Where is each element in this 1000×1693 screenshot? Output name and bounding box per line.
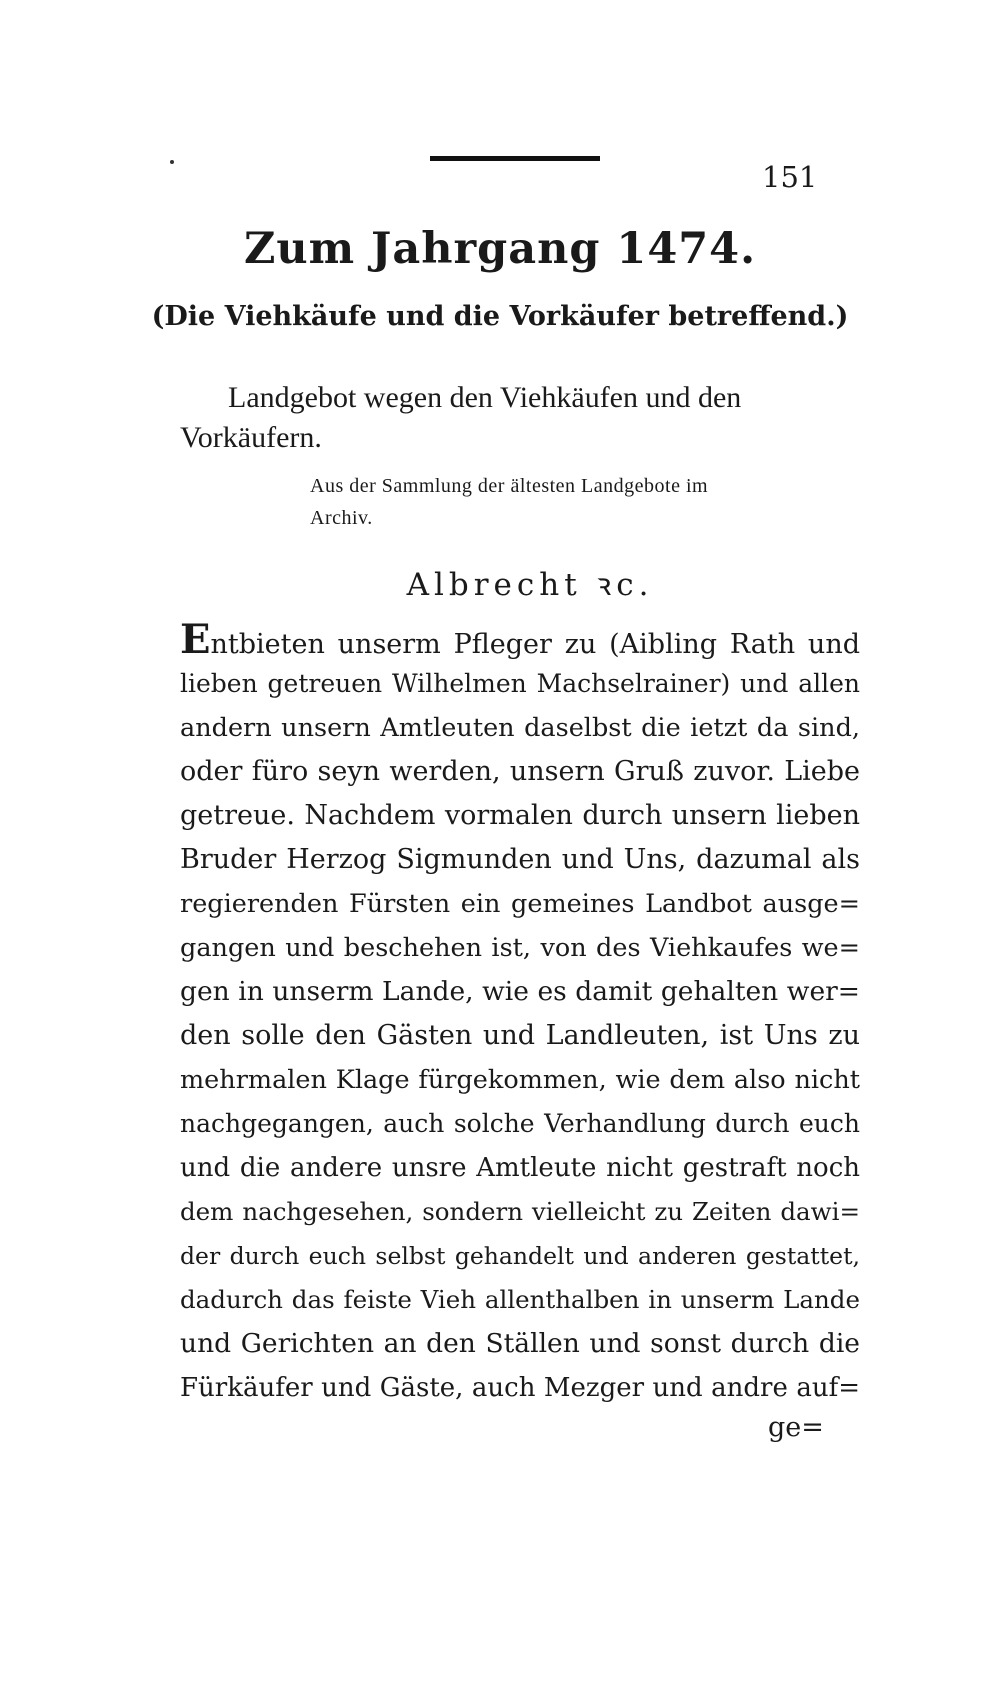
body-line: gen in unserm Lande, wie es damit gehalten wer= bbox=[180, 976, 860, 1007]
body-line: und die andere unsre Amtleute nicht gestraft noch bbox=[180, 1153, 860, 1183]
source-note-line-2: Archiv. bbox=[310, 507, 373, 529]
body-line: den solle den Gästen und Landleuten, ist Uns zu bbox=[180, 1020, 860, 1051]
stray-mark bbox=[170, 160, 174, 164]
body-line: regierenden Fürsten ein gemeines Landbot ausge= bbox=[180, 889, 860, 919]
body-line-text: ntbieten unserm Pfleger zu (Aibling Rath und bbox=[210, 629, 860, 660]
body-line: mehrmalen Klage fürgekommen, wie dem also nicht bbox=[180, 1065, 860, 1095]
source-note bbox=[310, 470, 870, 534]
body-line: gangen und beschehen ist, von des Viehkaufes we= bbox=[180, 933, 860, 963]
body-line: lieben getreuen Wilhelmen Machselrainer) und allen bbox=[180, 669, 860, 698]
body-line: andern unsern Amtleuten daselbst die ietzt da sind, bbox=[180, 713, 860, 743]
page-heading: Zum Jahrgang 1474. bbox=[243, 224, 757, 274]
decree-title-line-2: Vorkäufern. bbox=[180, 421, 322, 454]
body-line: dadurch das feiste Vieh allenthalben in unserm Lande bbox=[180, 1285, 860, 1314]
header-rule bbox=[430, 156, 600, 161]
drop-cap: E bbox=[180, 616, 211, 663]
body-line: der durch euch selbst gehandelt und anderen gestattet, bbox=[180, 1242, 860, 1270]
body-line: nachgegangen, auch solche Verhandlung durch euch bbox=[180, 1109, 860, 1138]
decree-title-line-1: Landgebot wegen den Viehkäufen und den bbox=[228, 381, 742, 414]
salutation: Albrecht ꝛc. bbox=[406, 567, 654, 603]
source-note-line-1: Aus der Sammlung der ältesten Landgebote im bbox=[310, 475, 709, 497]
page-subheading: (Die Viehkäufe und die Vorkäufer betreffend.) bbox=[151, 301, 849, 332]
body-line: getreue. Nachdem vormalen durch unsern lieben bbox=[180, 800, 860, 831]
catchword: ge= bbox=[768, 1412, 824, 1443]
page-number: 151 bbox=[762, 160, 818, 194]
body-line: dem nachgesehen, sondern vielleicht zu Zeiten dawi= bbox=[180, 1197, 860, 1226]
body-line bbox=[180, 618, 860, 662]
decree-title bbox=[180, 378, 860, 458]
body-text bbox=[180, 618, 860, 1410]
body-line: und Gerichten an den Ställen und sonst durch die bbox=[180, 1328, 860, 1359]
body-line: Fürkäufer und Gäste, auch Mezger und andre auf= bbox=[180, 1373, 860, 1403]
body-line: Bruder Herzog Sigmunden und Uns, dazumal als bbox=[180, 844, 860, 875]
body-line: oder füro seyn werden, unsern Gruß zuvor. Liebe bbox=[180, 756, 860, 787]
